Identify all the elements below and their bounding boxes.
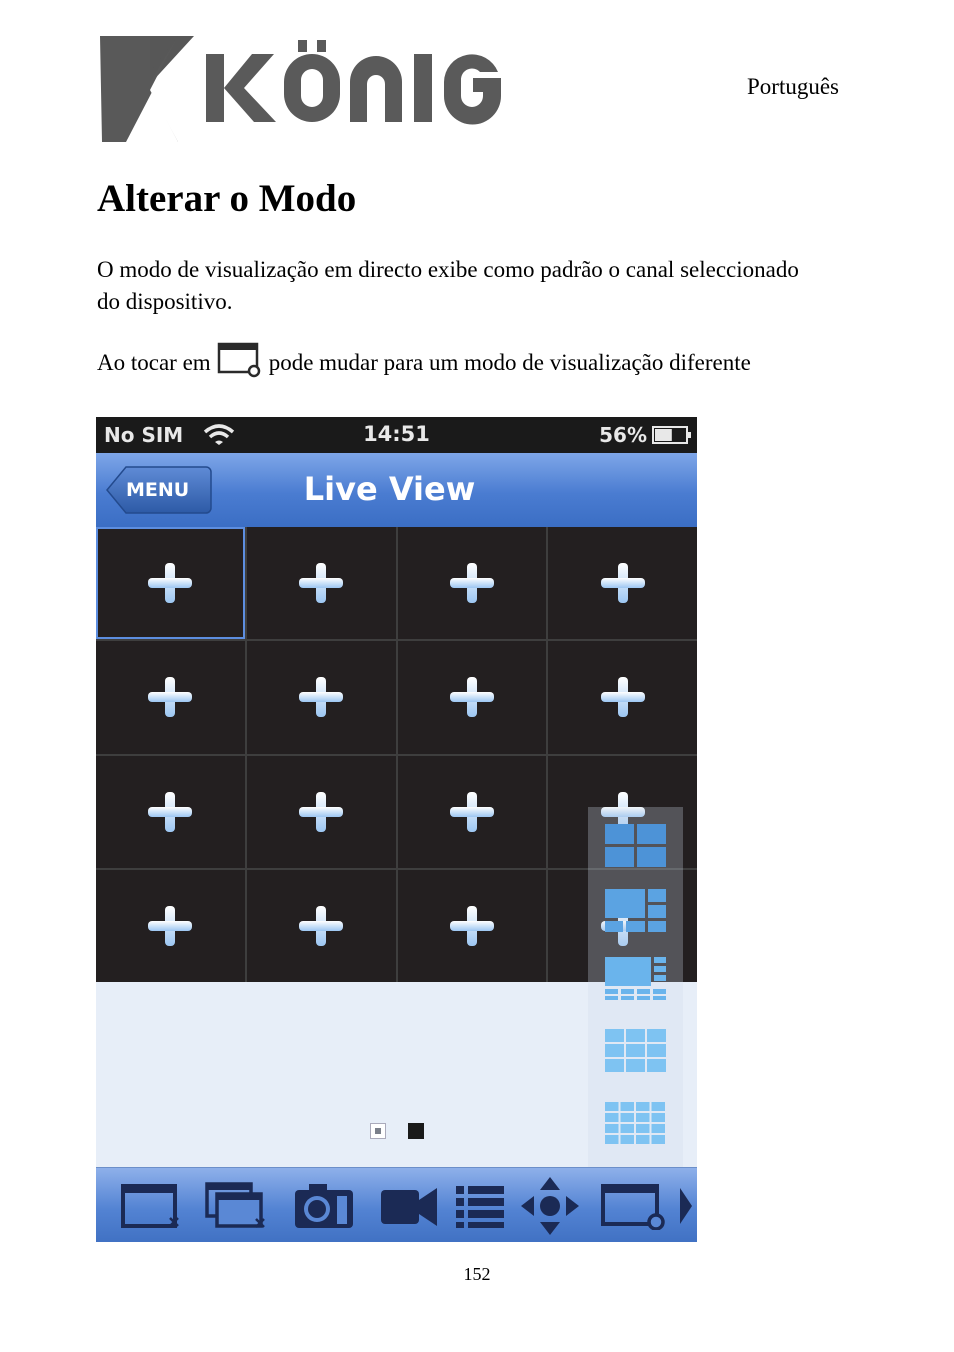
plus-icon: [599, 562, 647, 604]
page-indicator-2[interactable]: [408, 1123, 424, 1139]
plus-icon: [297, 676, 345, 718]
channel-cell[interactable]: [247, 870, 396, 982]
channel-cell[interactable]: [548, 527, 697, 639]
channel-cell[interactable]: [247, 641, 396, 753]
9-split-icon[interactable]: [603, 1027, 667, 1073]
channel-cell[interactable]: [247, 527, 396, 639]
bottom-toolbar: [96, 1167, 697, 1242]
6-split-icon[interactable]: [603, 887, 667, 933]
ptz-icon[interactable]: [520, 1176, 580, 1236]
channel-cell[interactable]: [96, 527, 245, 639]
live-view-title: Live View: [303, 470, 476, 508]
mode-change-paragraph: [97, 342, 817, 379]
intro-paragraph: O modo de visualização em directo exibe como padrão o canal seleccionado do dispositivo.: [97, 257, 799, 314]
channel-cell[interactable]: [96, 756, 245, 868]
window-mode-icon[interactable]: [600, 1182, 666, 1230]
phone-screenshot: [96, 417, 697, 1242]
menu-back-label: MENU: [126, 479, 190, 501]
close-all-windows-icon[interactable]: [204, 1182, 268, 1230]
battery-percentage: 56%: [599, 423, 647, 447]
plus-icon: [146, 905, 194, 947]
plus-icon: [448, 791, 496, 833]
channel-cell[interactable]: [96, 870, 245, 982]
channel-cell[interactable]: [96, 641, 245, 753]
channel-cell[interactable]: [398, 870, 547, 982]
page-number: 152: [463, 1264, 491, 1284]
plus-icon: [448, 562, 496, 604]
close-window-icon[interactable]: [120, 1182, 182, 1230]
chevron-right-icon[interactable]: [678, 1186, 694, 1226]
snapshot-icon[interactable]: [293, 1182, 355, 1230]
channel-cell[interactable]: [247, 756, 396, 868]
battery-icon: [652, 426, 692, 444]
4-split-icon[interactable]: [603, 822, 667, 868]
plus-icon: [297, 562, 345, 604]
channel-cell[interactable]: [398, 527, 547, 639]
plus-icon: [297, 905, 345, 947]
channel-cell[interactable]: [398, 756, 547, 868]
plus-icon: [448, 676, 496, 718]
language-label: Português: [747, 74, 839, 99]
page-indicator-1[interactable]: [370, 1123, 386, 1139]
16-split-icon[interactable]: [603, 1100, 667, 1146]
list-icon[interactable]: [454, 1182, 506, 1230]
plus-icon: [448, 905, 496, 947]
8-split-icon[interactable]: [603, 955, 667, 1001]
plus-icon: [146, 562, 194, 604]
status-bar: [96, 417, 697, 453]
paragraph-text-before: Ao tocar em: [97, 350, 211, 375]
paragraph-text-after: pode mudar para um modo de visualização diferente: [268, 350, 751, 375]
channel-cell[interactable]: [398, 641, 547, 753]
window-mode-icon: [217, 342, 261, 378]
konig-logo: [98, 32, 516, 144]
channel-cell[interactable]: [548, 641, 697, 753]
view-mode-selector: [588, 807, 683, 1167]
plus-icon: [297, 791, 345, 833]
record-icon[interactable]: [379, 1182, 439, 1230]
clock: 14:51: [363, 422, 430, 446]
carrier-label: No SIM: [104, 423, 184, 447]
plus-icon: [146, 676, 194, 718]
plus-icon: [146, 791, 194, 833]
section-title: Alterar o Modo: [97, 177, 357, 220]
plus-icon: [599, 676, 647, 718]
